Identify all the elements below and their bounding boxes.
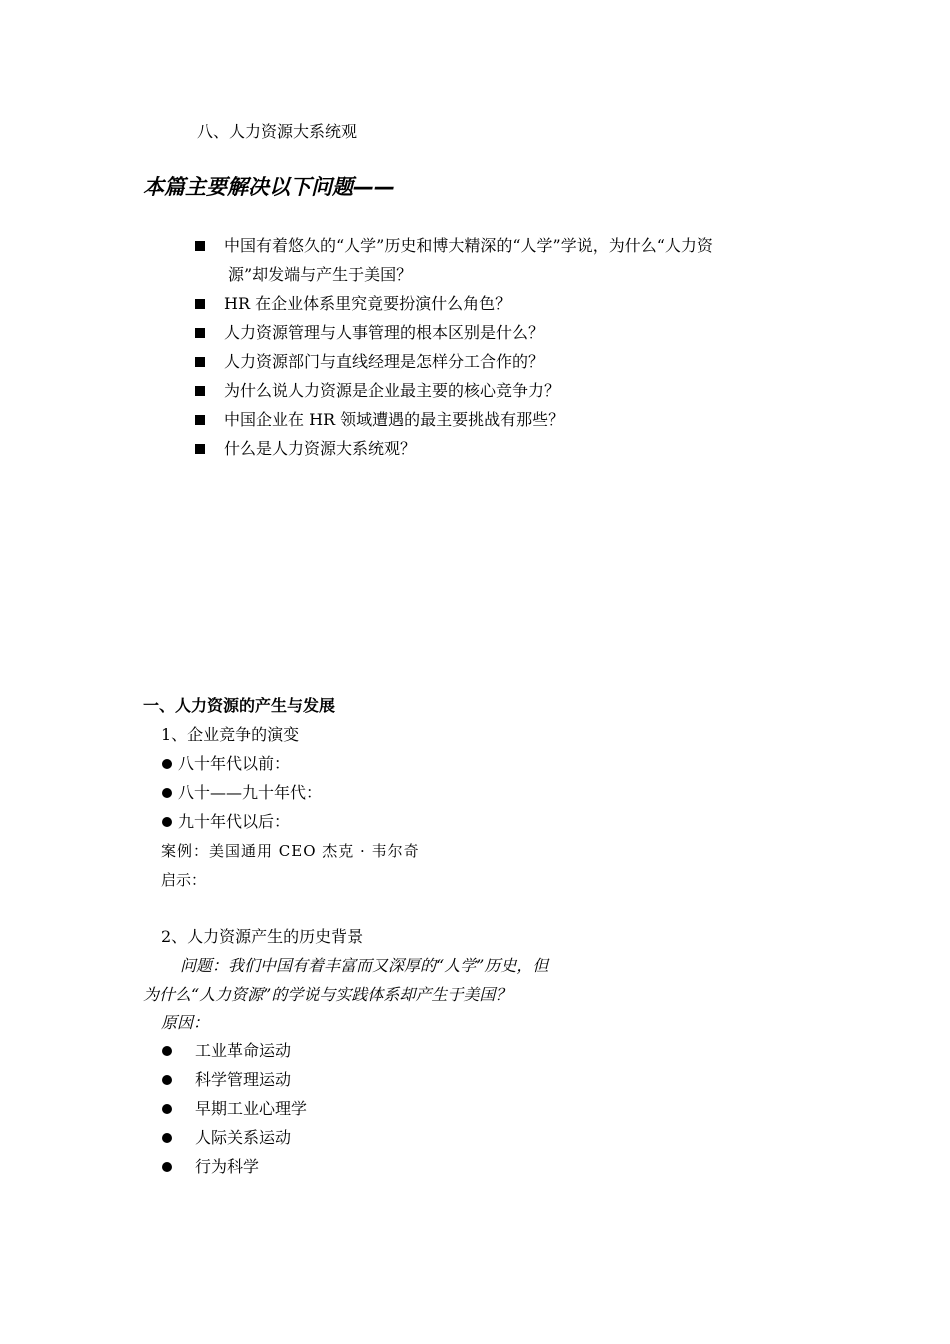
question-item: 中国企业在 HR 领域遭遇的最主要挑战有那些？ (224, 410, 565, 429)
question-item-continuation: 源”却发端与产生于美国？ (228, 265, 413, 284)
subsection-title: 1、企业竞争的演变 (161, 725, 300, 744)
square-bullet-icon (195, 357, 205, 367)
question-paragraph-line: 问题：我们中国有着丰富而又深厚的“人学”历史，但 (180, 956, 549, 975)
reason-label: 原因： (161, 1013, 210, 1032)
question-item: 什么是人力资源大系统观？ (224, 439, 417, 458)
reason-item: 早期工业心理学 (195, 1099, 308, 1118)
subsection-title: 2、人力资源产生的历史背景 (161, 927, 364, 946)
square-bullet-icon (195, 444, 205, 454)
toc-item: 八、人力资源大系统观 (197, 122, 358, 141)
square-bullet-icon (195, 415, 205, 425)
square-bullet-icon (195, 386, 205, 396)
question-paragraph-line: 为什么“人力资源”的学说与实践体系却产生于美国？ (143, 985, 512, 1004)
round-bullet-icon (162, 1046, 172, 1056)
reason-item: 科学管理运动 (195, 1070, 292, 1089)
reason-item: 人际关系运动 (195, 1128, 292, 1147)
reason-item: 行为科学 (195, 1157, 260, 1176)
page-heading: 本篇主要解决以下问题—— (143, 175, 395, 199)
round-bullet-icon (162, 1133, 172, 1143)
round-bullet-icon (162, 788, 172, 798)
case-line: 案例：美国通用 CEO 杰克 · 韦尔奇 (161, 842, 420, 860)
list-item: 八十——九十年代： (178, 783, 323, 802)
round-bullet-icon (162, 817, 172, 827)
section-title: 一、人力资源的产生与发展 (143, 696, 336, 715)
square-bullet-icon (195, 241, 205, 251)
round-bullet-icon (162, 1104, 172, 1114)
hint-label: 启示： (161, 871, 207, 889)
list-item: 八十年代以前： (178, 754, 291, 773)
round-bullet-icon (162, 1075, 172, 1085)
question-item: 人力资源管理与人事管理的根本区别是什么？ (224, 323, 545, 342)
reason-item: 工业革命运动 (195, 1041, 292, 1060)
question-item: 中国有着悠久的“人学”历史和博大精深的“人学”学说，为什么“人力资 (224, 236, 713, 255)
question-item: HR 在企业体系里究竟要扮演什么角色？ (224, 294, 512, 313)
round-bullet-icon (162, 759, 172, 769)
square-bullet-icon (195, 299, 205, 309)
question-item: 人力资源部门与直线经理是怎样分工合作的？ (224, 352, 545, 371)
square-bullet-icon (195, 328, 205, 338)
question-item: 为什么说人力资源是企业最主要的核心竞争力？ (224, 381, 561, 400)
round-bullet-icon (162, 1162, 172, 1172)
list-item: 九十年代以后： (178, 812, 291, 831)
